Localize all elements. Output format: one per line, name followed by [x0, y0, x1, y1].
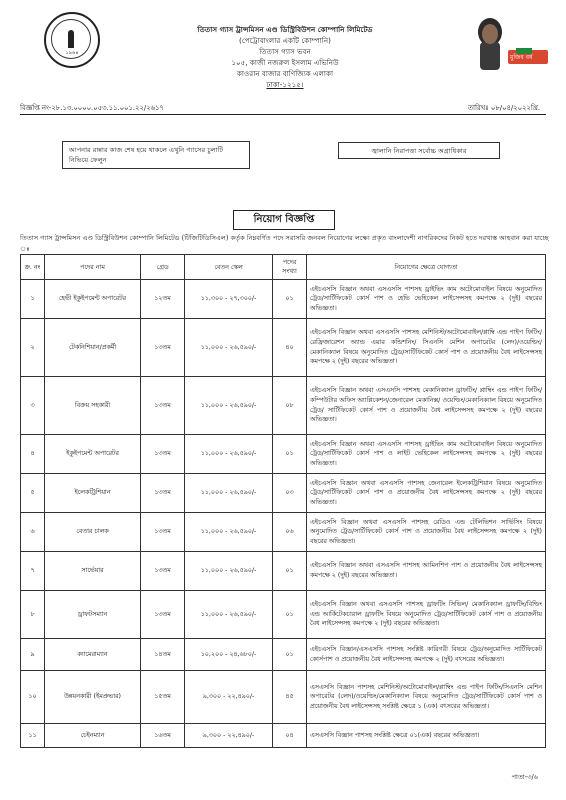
mujib-borsho-portrait-icon — [472, 10, 550, 74]
row-grade: ১২তম — [141, 280, 185, 319]
flame-mark-icon — [68, 30, 74, 48]
row-qualification: এসএসসি বিজ্ঞান পাশসহ মেশিনিস্ট/অটোমোবাইল/প্লাম্বিং এন্ড পাইপ ফিটিং/সিএনসি মেশিন অপারেটর (লেদ)/ওয়েল্ডিং/মেকানিক্যাল বিষয়ে অনুমোদিত ট্রেড/সার্টিফিকেট কোর্স পাশ ও প্রয়োজনীয় বৈধ লাইসেন্সসহ সংশ্লিষ্ট ক্ষেত্রে ১ (এক) বৎসরের অভিজ্ঞতা। — [307, 671, 546, 724]
row-post: ইকুইপমেন্ট অপারেটর — [45, 435, 141, 474]
address-city: ঢাকা-১২১৫। — [266, 80, 304, 89]
row-post: চেইনম্যান — [45, 724, 141, 748]
row-post: হেভী ইকুইপমেন্ট অপারেটর — [45, 280, 141, 319]
row-sl: ১০ — [21, 671, 45, 724]
row-post: টেকনিশিয়ান/প্রকর্মী — [45, 319, 141, 377]
row-grade: ১৩তম — [141, 319, 185, 377]
row-sl: ৪ — [21, 435, 45, 474]
row-sl: ১ — [21, 280, 45, 319]
energy-security-box: জ্বালানি নিরাপত্তা সর্বোচ্চ অগ্রাধিকার — [338, 142, 500, 159]
row-qualification: এইচএসসি বিজ্ঞান অথবা এসএসসি পাশসহ রেডিও এন্ড টেলিভিশন সার্ভিসিং বিষয়ে অনুমোদিত ট্রেড/সার্টিফিকেট কোর্স পাশ ও প্রয়োজনীয় বৈধ লাইসেন্সসহ কমপক্ষে ২ (দুই) বছরের অভিজ্ঞতা। — [307, 513, 546, 552]
table-row — [21, 474, 546, 513]
row-scale: ১১,০০০ - ২৬,৫৯০/- — [185, 513, 273, 552]
row-grade: ১৫তম — [141, 671, 185, 724]
row-post: সার্ভেয়ার — [45, 552, 141, 591]
table-row — [21, 280, 546, 319]
row-post: বিক্রয় সহকারী — [45, 377, 141, 435]
logo-year: ১৯৬৪ — [65, 50, 79, 56]
row-count: ০৩ — [273, 474, 307, 513]
row-sl: ৬ — [21, 513, 45, 552]
col-header-scale: বেতন স্কেল — [185, 255, 273, 280]
notice-title: নিয়োগ বিজ্ঞপ্তি — [233, 210, 335, 230]
row-count: ০৮ — [273, 377, 307, 435]
row-qualification: এইচএসসি বিজ্ঞান অথবা এসএসসি পাশসহ আমিনশিপ পাশ ও প্রয়োজনীয় বৈধ লাইসেন্সসহ কমপক্ষে ২ (দুই) বছরের অভিজ্ঞতা। — [307, 552, 546, 591]
col-header-count: পদের সংখ্যা — [273, 255, 307, 280]
col-header-post: পদের নাম — [45, 255, 141, 280]
row-grade: ১৩তম — [141, 591, 185, 639]
notice-reference: বিজ্ঞপ্তি নং-২৮.১৩.০০০০.০৫৩.১১.০০১.২২/২৬১৭ — [20, 104, 164, 112]
table-row — [21, 552, 546, 591]
row-count: ০৬ — [273, 513, 307, 552]
row-scale: ১১,০০০ - ২৬,৫৯০/- — [185, 377, 273, 435]
table-row — [21, 513, 546, 552]
row-qualification: এইচএসসি বিজ্ঞান অথবা এসএসসি পাশসহ জেনারেল ইলেকট্রিশিয়ান বিষয়ে অনুমোদিত ট্রেড/সার্টিফিকেট কোর্স পাশ ও প্রয়োজনীয় বৈধ লাইসেন্সসহ কমপক্ষে ২ (দুই) বছরের অভিজ্ঞতা। — [307, 474, 546, 513]
row-grade: ১৩তম — [141, 377, 185, 435]
company-subtitle: (পেট্রোবাংলার একটি কোম্পানি) — [239, 36, 331, 45]
row-post: ক্যামেরাম্যান — [45, 639, 141, 671]
table-header-row — [21, 255, 546, 280]
row-post: ড্রাফটসম্যান — [45, 591, 141, 639]
notice-date: তারিখঃ ০৮/০৪/২০২২খ্রি. — [467, 104, 540, 112]
row-grade: ১৩তম — [141, 435, 185, 474]
table-row — [21, 671, 546, 724]
safety-notice-box: আপনার রান্নার কাজ শেষ হয়ে থাকলে এখুনি গ্যাসের চুলাটি নিভিয়ে ফেলুন — [62, 141, 250, 169]
row-sl: ৩ — [21, 377, 45, 435]
row-scale: ১১,০০০ - ২৬,৫৯০/- — [185, 591, 273, 639]
col-header-sl: ক্র. নং — [21, 255, 45, 280]
row-qualification: এইচএসসি বিজ্ঞান/এসএসসি পাশসহ সংশ্লিষ্ট কারিগরী বিষয়ে ট্রেড/অনুমোদিত সার্টিফিকেট কোর্সপাশ ও প্রয়োজনীয় বৈধ লাইসেন্সসহ কমপক্ষে ২ (দুই) বৎসরের অভিজ্ঞতা। — [307, 639, 546, 671]
row-sl: ৭ — [21, 552, 45, 591]
row-qualification: এইচএসসি বিজ্ঞান অথবা এসএসসি পাশসহ ড্রাফটিং সিভিল/ মেকানিক্যাল ড্রাফটিং/বিল্ডিং এন্ড আর্কিটেকচারাল ড্রাফটিং বিষয়ে অনুমোদিত ট্রেড/সার্টিফিকেট কোর্স পাশ ও প্রয়োজনীয় বৈধ লাইসেন্সসহ কমপক্ষে ২ (দুই) বছরের অভিজ্ঞতা। — [307, 591, 546, 639]
table-row — [21, 639, 546, 671]
table-row — [21, 724, 546, 748]
notice-intro: তিতাস গ্যাস ট্রান্সমিসন এণ্ড ডিস্ট্রিবিউশন কোম্পানি লিমিটেড (টিজিটিডিসিএল) কর্তৃক নিম্নবর্ণিত পদে সরাসরি জনবল নিয়োগের লক্ষ্যে প্রকৃত বাংলাদেশী নাগরিকদের নিকট হতে দরখাস্ত আহবান করা যাচ্ছে ঃ — [20, 234, 549, 253]
row-sl: ৫ — [21, 474, 45, 513]
col-header-qualification: নিয়োগের ক্ষেত্রে যোগ্যতা — [307, 255, 546, 280]
row-scale: ১১,৩০০ - ২৭,৩০০/- — [185, 280, 273, 319]
header-divider — [20, 114, 546, 115]
row-scale: ৯,৩০০ - ২২,৪৯০/- — [185, 671, 273, 724]
table-row — [21, 435, 546, 474]
col-header-grade: গ্রেড — [141, 255, 185, 280]
row-grade: ১৩তম — [141, 474, 185, 513]
page-number: পাতা-৩/৬ — [511, 773, 538, 781]
address-line-1: ১০৫, কাজী নজরুল ইসলাম এভিনিউ — [231, 58, 339, 67]
row-post: উন্নয়নকারী (ইমপ্রুভার) — [45, 671, 141, 724]
portrait-badge: মুজিব বর্ষ — [510, 54, 533, 61]
table-row — [21, 377, 546, 435]
row-qualification: এইচএসসি বিজ্ঞান অথবা এসএসসি পাশসহ মেকানিক্যাল ড্রাফটিং/ প্লাম্বিং এন্ড পাইপ ফিটিং/কম্পিউটার অফিস অ্যাপ্লিকেশন/জেনারেল মেকানিক্স/ ওয়েল্ডিং/মেকানিক্যাল বিষয়ে অনুমোদিত ট্রেড/ সার্টিফিকেট কোর্স পাশ ও প্রয়োজনীয় বৈধ লাইসেন্সসহ কমপক্ষে ২ (দুই) বছরের অভিজ্ঞতা। — [307, 377, 546, 435]
row-scale: ১১,০০০ - ২৬,৫৯০/- — [185, 319, 273, 377]
row-count: ০৪ — [273, 724, 307, 748]
row-grade: ১৩তম — [141, 513, 185, 552]
row-sl: ৯ — [21, 639, 45, 671]
row-grade: ১৬তম — [141, 724, 185, 748]
row-qualification: এইচএসসি বিজ্ঞান অথবা এসএসসি পাশসহ মেশিনিস্ট/অটোমোবাইল/প্লাম্বি এন্ড পাইপ ফিটিং/রেফ্রিজারেশন অ্যান্ড এয়ার কন্ডিশনিং/ সিএনসি মেশিন অপারেটর (লেদ)/ওয়েল্ডিং/মেকানিক্যাল বিষয়ে অনুমোদিত ট্রেড/সার্টিফিকেট কোর্স পাশ ও প্রয়োজনীয় বৈধ লাইসেন্সসহ কমপক্ষে ২ (দুই) বছরের অভিজ্ঞতা। — [307, 319, 546, 377]
row-grade: ১৩তম — [141, 552, 185, 591]
row-count: ৪০ — [273, 319, 307, 377]
row-sl: ২ — [21, 319, 45, 377]
row-qualification: এসএসসি বিজ্ঞান পাশসহ সংশ্লিষ্ট ক্ষেত্রে ০১(এক) বছরের অভিজ্ঞতা। — [307, 724, 546, 748]
row-scale: ৯,৩০০ - ২২,৪৯০/- — [185, 724, 273, 748]
row-scale: ১১,০০০ - ২৬,৫৯০/- — [185, 435, 273, 474]
company-seal-logo — [44, 12, 100, 68]
row-scale: ১০,২০০ - ২৪,৬৮০/- — [185, 639, 273, 671]
address-line-2: কাওরান বাজার বাণিজ্যিক এলাকা — [236, 69, 334, 78]
row-scale: ১১,০০০ - ২৬,৫৯০/- — [185, 474, 273, 513]
building-name: তিতাস গ্যাস ভবন — [259, 47, 311, 56]
table-row — [21, 319, 546, 377]
row-sl: ৮ — [21, 591, 45, 639]
row-sl: ১১ — [21, 724, 45, 748]
row-scale: ১১,০০০ - ২৬,৫৯০/- — [185, 552, 273, 591]
letterhead — [120, 24, 450, 90]
company-name: তিতাস গ্যাস ট্রান্সমিসন এণ্ড ডিস্ট্রিবিউশন কোম্পানি লিমিটেড — [197, 25, 373, 34]
row-count: ০১ — [273, 552, 307, 591]
table-row — [21, 591, 546, 639]
row-count: ০১ — [273, 591, 307, 639]
row-count: ০১ — [273, 280, 307, 319]
row-count: ৪৫ — [273, 671, 307, 724]
row-post: বেতার চালক — [45, 513, 141, 552]
row-qualification: এইচএসসি বিজ্ঞান অথবা এসএসসি পাশসহ ড্রাইভিং কাম অটোমোবাইল বিষয়ে অনুমোদিত ট্রেড/সার্টিফিকেট কোর্স পাশ ও হেভি ভেহিকেল লাইসেন্সসহ কমপক্ষে ২ (দুই) বছরের অভিজ্ঞতা। — [307, 280, 546, 319]
row-count: ০১ — [273, 639, 307, 671]
vacancy-table — [20, 254, 546, 748]
row-post: ইলেকট্রিশিয়ান — [45, 474, 141, 513]
row-grade: ১৪তম — [141, 639, 185, 671]
row-count: ০১ — [273, 435, 307, 474]
row-qualification: এইচএসসি বিজ্ঞান অথবা এসএসসি পাশসহ ড্রাইভিং কাম অটোমোবাইল বিষয়ে অনুমোদিত ট্রেড/সার্টিফিকেট কোর্স পাশ ও লাইট ভেহিকেল লাইসেন্সসহ কমপক্ষে ২ (দুই) বছরের অভিজ্ঞতা। — [307, 435, 546, 474]
